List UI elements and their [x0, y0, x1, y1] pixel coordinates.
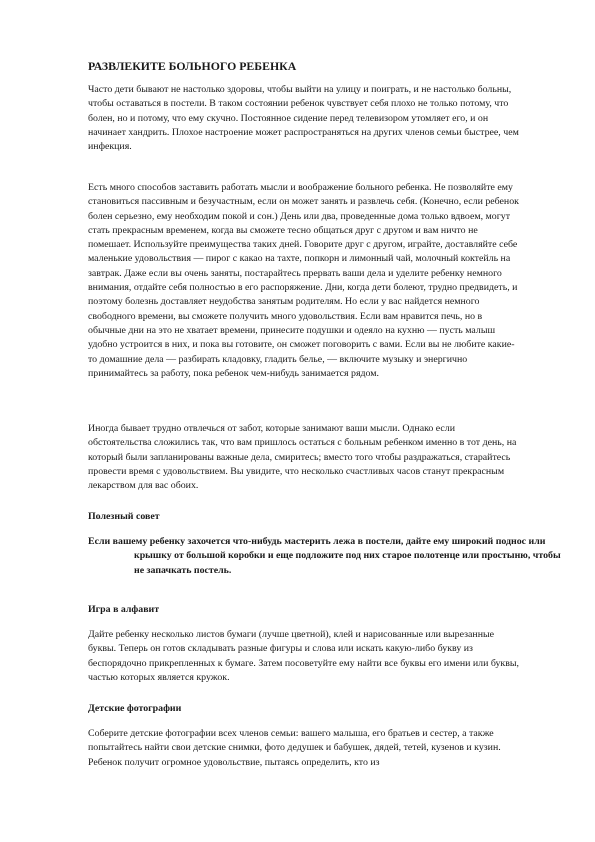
paragraph-children-photos: Соберите детские фотографии всех членов семьи: вашего малыша, его братьев и сестер, а также попытайтесь найти свои детские снимки, фото дедушек и бабушек, дядей, тетей, кузенов и кузин. Ребенок получит огромное удовольствие, пытаясь определить, кто из [88, 728, 501, 768]
paragraph-distraction: Иногда бывает трудно отвлечься от забот, которые занимают ваши мысли. Однако если обстоятельства сложились так, что вам пришлось остаться с больным ребенком именно в тот день, на который были запланированы важные дела, смиритесь; вместо того чтобы раздражаться, старайтесь провести время с удовольствием. Вы увидите, что несколько счастливых часов станут прекрасным лекарством для вас обоих. [88, 423, 517, 492]
tip-text: Если вашему ребенку захочется что-нибудь мастерить лежа в постели, дайте ему широкий поднос или крышку от большой коробки и еще подложите под них старое полотенце или простыню, чтобы не запачкать постель. [88, 536, 561, 576]
paragraph-ways-to-entertain: Есть много способов заставить работать мысли и воображение больного ребенка. Не позволяйте ему становиться пассивным и безучастным, если он может занять и развлечь себя. (Конечно, если ребенок болен серьезно, ему необходим покой и сон.) День или два, проведенные дома только вдвоем, могут стать прекрасным временем, когда вы сможете тесно общаться друг с другом и вам ничто не помешает. Используйте преимущества таких дней. Говорите друг с другом, играйте, доставляйте себе маленькие удовольствия — пирог с какао на тахте, попкорн и лимонный чай, молочный коктейль на завтрак. Даже если вы очень заняты, постарайтесь прервать ваши дела и уделите ребенку немного внимания, отдайте себя полностью в его распоряжение. Дни, когда дети болеют, трудно предвидеть, и поэтому болезнь доставляет неудобства занятым родителям. Но если у вас найдется немного свободного времени, вы сможете получить много удовольствия. Если вам нравится печь, но в обычные дни на это не хватает времени, принесите подушки и одеяло на кухню — пусть малыш удобно устроится в них, и пока вы готовите, он сможет поговорить с вами. Если вы не любите какие-то домашние дела — разбирать кладовку, гладить белье, — включите музыку и энергично принимайтесь за работу, пока ребенок чем-нибудь занимается рядом. [88, 182, 519, 379]
document-title: РАЗВЛЕКИТЕ БОЛЬНОГО РЕБЕНКА [88, 59, 297, 73]
heading-alphabet-game: Игра в алфавит [88, 604, 160, 615]
paragraph-alphabet-game: Дайте ребенку несколько листов бумаги (лучше цветной), клей и нарисованные или вырезанные буквы. Теперь он готов складывать разные фигуры и слова или искать какую-либо букву из беспорядочно прикрепленных к бумаге. Затем посоветуйте ему найти все буквы его имени или буквы, частью которых является кружок. [88, 629, 520, 683]
heading-children-photos: Детские фотографии [88, 703, 182, 714]
paragraph-intro: Часто дети бывают не настолько здоровы, чтобы выйти на улицу и поиграть, и не настолько больны, чтобы оставаться в постели. В таком состоянии ребенок чувствует себя плохо не только потому, что болен, но и потому, что ему скучно. Постоянное сидение перед телевизором утомляет его, и он начинает хандрить. Плохое настроение может распространяться на других членов семьи быстрее, чем инфекция. [88, 84, 519, 153]
heading-useful-tip: Полезный совет [88, 511, 160, 522]
